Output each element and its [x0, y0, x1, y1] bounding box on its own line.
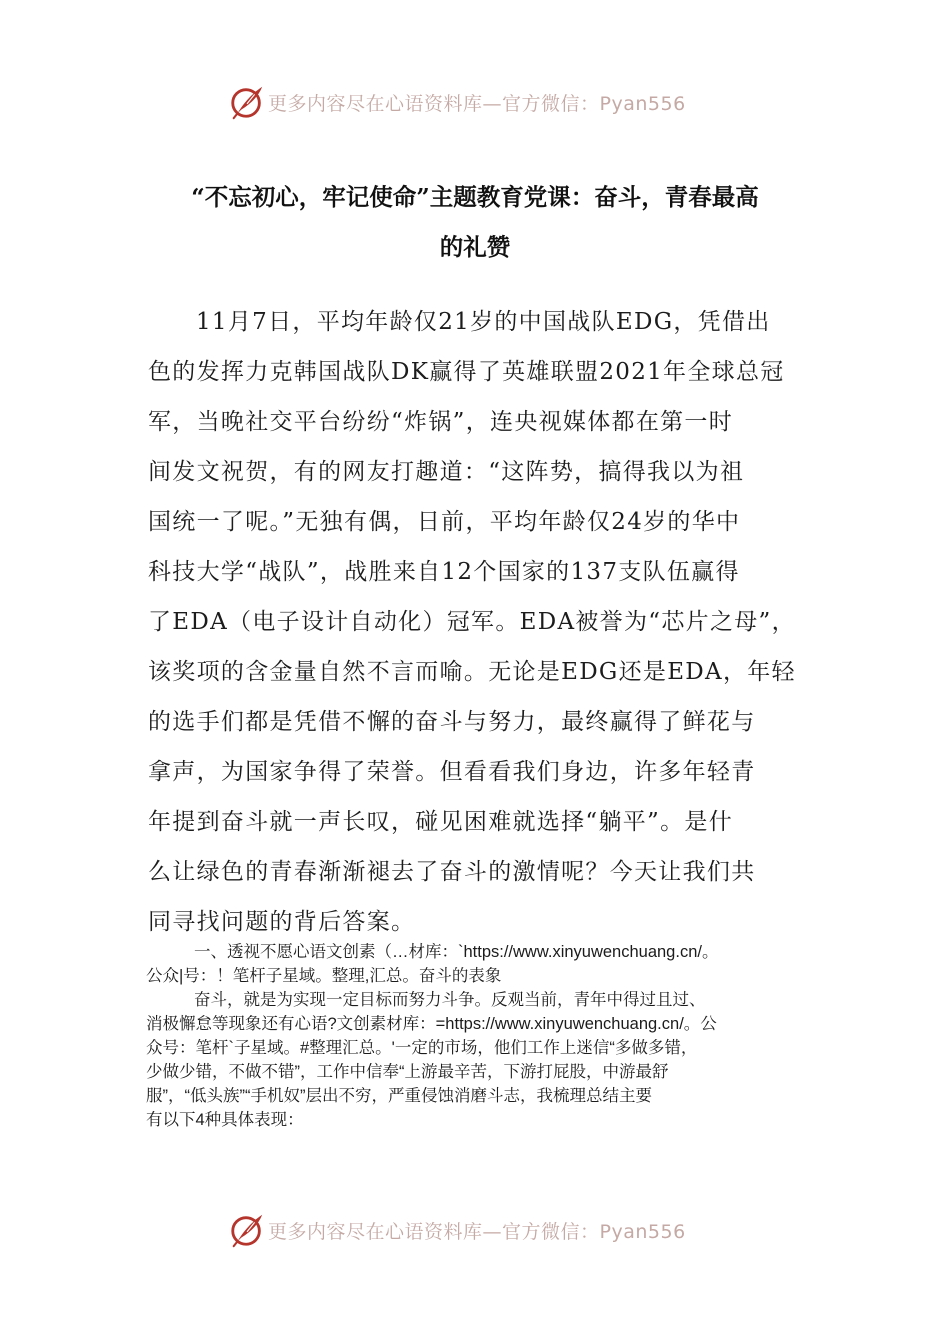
banner-text: 更多内容尽在心语资料库—官方微信：Pyan556: [268, 92, 686, 115]
body-line: 年提到奋斗就一声长叹，碰见困难就选择“躺平”。是什: [148, 809, 734, 835]
body-line: 军，当晚社交平台纷纷“炸锅”，连央视媒体都在第一时: [148, 409, 734, 435]
small-line: 消极懈怠等现象还有心语?文创素材库：=https://www.xinyuwenchuang.cn/。公: [146, 1015, 717, 1033]
body-line: 间发文祝贺，有的网友打趣道：“这阵势，搞得我以为祖: [148, 459, 745, 485]
small-line: 奋斗，就是为实现一定目标而努力斗争。反观当前，青年中得过且过、: [194, 991, 706, 1009]
quill-logo-icon: [228, 1211, 266, 1249]
wechat-id: Pyan556: [599, 1220, 686, 1243]
body-line: 11月7日，平均年龄仅21岁的中国战队EDG，凭借出: [196, 309, 771, 335]
body-line: 国统一了呢。”无独有偶，日前，平均年龄仅24岁的华中: [148, 509, 741, 535]
body-line: 了EDA（电子设计自动化）冠军。EDA被誉为“芯片之母”，: [148, 609, 796, 635]
banner-text: 更多内容尽在心语资料库—官方微信：Pyan556: [268, 1220, 686, 1243]
body-line: 拿声，为国家争得了荣誉。但看看我们身边，许多年轻青: [148, 759, 756, 785]
small-line: 公众|号：！笔杆子星域。整理,汇总。奋斗的表象: [146, 967, 502, 985]
body-line: 科技大学“战队”，战胜来自12个国家的137支队伍赢得: [148, 559, 740, 585]
section-one-paragraph: [146, 940, 811, 1132]
body-line: 该奖项的含金量自然不言而喻。无论是EDG还是EDA，年轻: [148, 659, 796, 685]
page-title: [140, 172, 810, 272]
quill-logo-icon: [228, 83, 266, 121]
wechat-id: Pyan556: [599, 92, 686, 115]
small-line: 服”，“低头族”“手机奴”层出不穷，严重侵蚀消磨斗志，我梳理总结主要: [146, 1087, 652, 1105]
body-line: 同寻找问题的背后答案。: [148, 909, 416, 935]
header-banner: [228, 82, 748, 122]
small-line: 有以下4种具体表现：: [146, 1111, 304, 1129]
body-line: 的选手们都是凭借不懈的奋斗与努力，最终赢得了鲜花与: [148, 709, 756, 735]
small-line: 少做少错，不做不错”，工作中信奉“上游最辛苦，下游打屁股，中游最舒: [146, 1063, 669, 1081]
body-paragraph: [148, 297, 813, 947]
title-line-2: 的礼赞: [439, 233, 511, 261]
footer-banner: [228, 1210, 748, 1250]
section-heading-line: 一、透视不愿心语文创素（…材库：`https://www.xinyuwenchuang.cn/。: [194, 943, 719, 961]
title-line-1: “不忘初心，牢记使命”主题教育党课：奋斗，青春最高: [191, 183, 759, 211]
body-line: 色的发挥力克韩国战队DK赢得了英雄联盟2021年全球总冠: [148, 359, 785, 385]
body-line: 么让绿色的青春渐渐褪去了奋斗的激情呢？今天让我们共: [148, 859, 756, 885]
small-line: 众号：笔杆`子星域。#整理汇总。'一定的市场，他们工作上迷信“多做多错，: [146, 1039, 698, 1057]
